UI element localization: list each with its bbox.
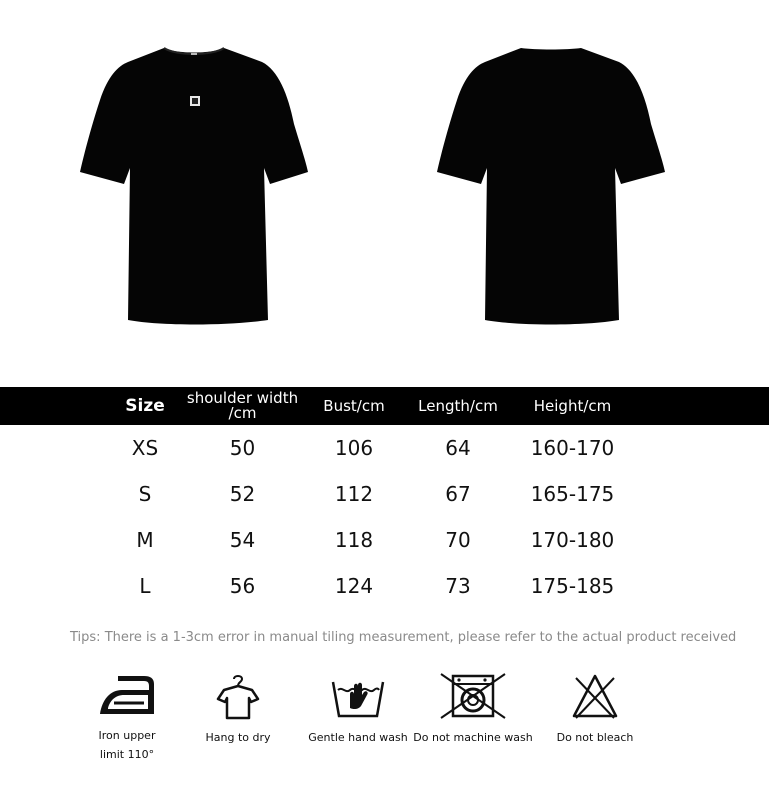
measurement-tips: Tips: There is a 1-3cm error in manual tiling measurement, please refer to the actual product received bbox=[70, 630, 737, 645]
cell-height: 170-180 bbox=[530, 528, 615, 552]
care-no-bleach bbox=[535, 672, 655, 747]
table-row bbox=[0, 425, 769, 471]
table-row bbox=[0, 563, 769, 609]
tshirt-back-image bbox=[435, 44, 667, 326]
cell-size: M bbox=[136, 528, 154, 552]
cell-shoulder: 54 bbox=[229, 528, 256, 552]
cell-shoulder: 52 bbox=[229, 482, 256, 506]
header-height: Height/cm bbox=[533, 397, 612, 415]
no-machine-wash-icon bbox=[439, 672, 507, 720]
size-table-header bbox=[0, 387, 769, 425]
cell-length: 67 bbox=[445, 482, 471, 506]
cell-length: 70 bbox=[445, 528, 471, 552]
table-row bbox=[0, 517, 769, 563]
hanger-icon bbox=[216, 672, 260, 720]
cell-shoulder: 56 bbox=[229, 574, 256, 598]
size-table bbox=[0, 387, 769, 609]
cell-size: S bbox=[138, 482, 152, 506]
care-iron bbox=[67, 672, 187, 764]
cell-bust: 118 bbox=[334, 528, 374, 552]
cell-height: 165-175 bbox=[530, 482, 615, 506]
cell-bust: 106 bbox=[334, 436, 374, 460]
header-shoulder-line1: shoulder width bbox=[186, 389, 299, 407]
cell-length: 73 bbox=[445, 574, 471, 598]
header-size: Size bbox=[125, 396, 165, 416]
care-label: Hang to dry bbox=[205, 731, 271, 744]
header-shoulder-width bbox=[185, 387, 300, 425]
iron-icon bbox=[96, 672, 158, 720]
care-label: Gentle hand wash bbox=[308, 731, 408, 744]
no-bleach-icon bbox=[570, 672, 620, 720]
cell-size: XS bbox=[131, 436, 159, 460]
care-no-machine-wash bbox=[413, 672, 533, 747]
cell-shoulder: 50 bbox=[229, 436, 256, 460]
cell-length: 64 bbox=[445, 436, 471, 460]
cell-bust: 112 bbox=[334, 482, 374, 506]
header-shoulder-line2: /cm bbox=[228, 404, 257, 422]
header-length: Length/cm bbox=[418, 397, 498, 415]
care-label: Do not machine wash bbox=[413, 731, 533, 744]
care-label: Do not bleach bbox=[556, 731, 634, 744]
care-hand-wash bbox=[298, 672, 418, 747]
cell-height: 175-185 bbox=[530, 574, 615, 598]
hand-wash-icon bbox=[330, 672, 386, 720]
tshirt-front-image bbox=[78, 44, 310, 326]
table-row bbox=[0, 471, 769, 517]
care-label: Iron upper limit 110° bbox=[98, 729, 156, 761]
cell-size: L bbox=[139, 574, 151, 598]
cell-bust: 124 bbox=[334, 574, 374, 598]
cell-height: 160-170 bbox=[530, 436, 615, 460]
care-hang bbox=[178, 672, 298, 747]
header-bust: Bust/cm bbox=[323, 397, 385, 415]
